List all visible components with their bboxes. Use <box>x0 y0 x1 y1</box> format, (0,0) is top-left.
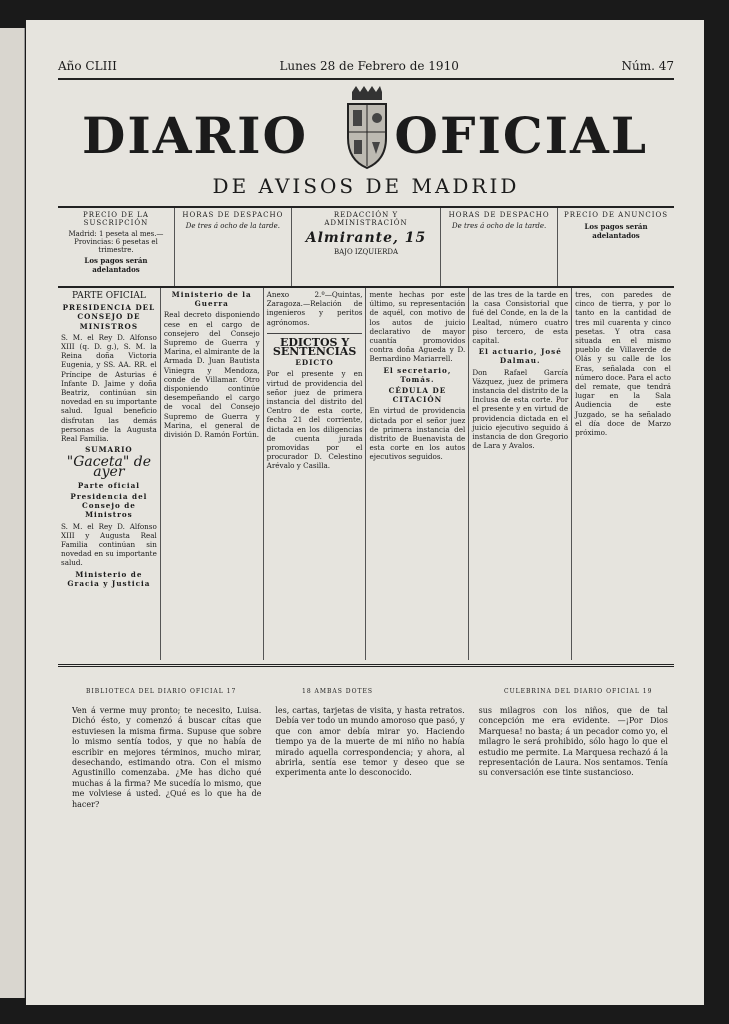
official-section-head: PARTE OFICIAL <box>71 291 146 301</box>
annex-text: Anexo 2.º—Quintas, Zaragoza.—Relación de ingenieros y peritos agrónomos. <box>266 290 363 327</box>
ads-head: PRECIO DE ANUNCIOS <box>564 211 669 219</box>
issue-number: Núm. 47 <box>621 59 674 73</box>
address-note: BAJO IZQUIERDA <box>333 248 399 256</box>
subscription-head: PRECIO DE LA SUSCRIPCIÓN <box>83 211 149 227</box>
presidency-head: PRESIDENCIA DEL CONSEJO DE MINISTROS <box>62 303 156 331</box>
war-ministry-text: Real decreto disponiendo cese en el cargo de consejero del Consejo Supremo de Guerra y Marina, el almirante de la Armada D. Juan Bautista Viniegra y Mendoza, conde de Villamar. Otro disponiendo continúe desempeñando el cargo de vocal del Consejo Supremo de Guerra y Marina, el general de división D. Ramón Fortún. <box>163 310 260 440</box>
header-line <box>58 56 674 76</box>
presidency-head-2: Presidencia del Consejo de Ministros <box>70 492 148 520</box>
war-ministry-head: Ministerio de la Guerra <box>171 290 252 309</box>
subscription-box <box>58 208 175 286</box>
edict-text: Por el presente y en virtud de providencia del señor juez de primera instancia del distrito del Centro de esta corte, fecha 21 del corriente, dictada en los diligencias de cuenta jurada promovidas por el procurador D. Celestino Arévalo y Casilla. <box>266 369 363 471</box>
citation-text: En virtud de providencia dictada por el señor juez de primera instancia del distrito de Buenavista de esta corte en los autos ejecutivos seguidos. <box>369 406 466 462</box>
secretary-signature: El secretario, Tomás. <box>383 365 452 384</box>
ads-box <box>558 208 674 286</box>
newspaper-page <box>26 20 704 1005</box>
ads-note: Los pagos serán adelantados <box>584 222 648 240</box>
feuilleton <box>72 706 668 996</box>
feuilleton-column-2: les, cartas, tarjetas de visita, y hasta retratos. Debía ver todo un mundo amoroso que pasó, y que con amor debía mirar yo. Haciendo tiempo ya de la muerte de mi niño no había mirado aquella correspondencia; y ahora, al abrirla, sentía ese temor y deseo que se experimenta ante lo desconocido. <box>275 706 465 778</box>
office-hours-box-2 <box>441 208 558 286</box>
office-hours-head-2: HORAS DE DESPACHO <box>448 211 550 219</box>
masthead-title-right: OFICIAL <box>394 106 648 165</box>
column-3 <box>264 288 367 660</box>
legal-text: mente hechas por este último, su representación de aquél, con motivo de los autos de juicio declarativo de mayor cuantía promovidos contra doña Agueda y D. Bernardino Mariarrell. <box>369 290 466 364</box>
feuilleton-head-2: 18 AMBAS DOTES <box>302 688 373 695</box>
admin-box <box>292 208 441 286</box>
property-text: tres, con paredes de cinco de tierra, y por lo tanto en la cantidad de tres mil cuarenta y cinco pesetas. Y otra casa situada en el mismo pueblo de Villaverde de Olás y su calle de los Eras, señalada con el número doce. Para el acto del remate, que tendrá lugar en la Sala Audiencia de este Juzgado, se ha señalado el día doce de Marzo próximo. <box>575 290 671 438</box>
actuary-signature: El actuario, José Dalmau. <box>478 347 562 366</box>
feuilleton-column-3: sus milagros con los niños, que de tal concepción me era evidente. —¡Por Dios Marquesa! no basta; á un pecador como yo, el milagro le será prohibido, sólo hago lo que el estudio me permite. La Marquesa rechazó á la representación de Laura. Nos sentamos. Tenía su conversación ese tinte sustancioso. <box>478 706 668 778</box>
feuilleton-head-3: CULEBRINA DEL DIARIO OFICIAL 19 <box>504 688 653 695</box>
office-hours-box <box>175 208 292 286</box>
edict-head: EDICTO <box>295 358 334 368</box>
office-hours-head: HORAS DE DESPACHO <box>182 211 284 219</box>
admin-head: REDACCIÓN Y ADMINISTRACIÓN <box>324 211 408 227</box>
column-5 <box>469 288 572 660</box>
address: Almirante, 15 <box>305 230 427 246</box>
subscription-text: Madrid: 1 peseta al mes.—Provincias: 6 pesetas el trimestre. <box>68 230 164 254</box>
subscription-note: Los pagos serán adelantados <box>84 256 148 274</box>
feuilleton-head-1: BIBLIOTECA DEL DIARIO OFICIAL 17 <box>86 688 237 695</box>
official-part-head: Parte oficial <box>77 480 140 490</box>
judge-text: Don Rafael García Vázquez, juez de primera instancia del distrito de la Inclusa de esta corte. Por el presente y en virtud de providencia dictada en el juicio ejecutivo seguido á instancia de don Gregorio de Lara y Avalos. <box>472 367 569 451</box>
masthead <box>58 84 674 198</box>
justice-head: Ministerio de Gracia y Justicia <box>67 569 151 588</box>
text-columns <box>58 288 674 660</box>
adjacent-page-edge <box>0 28 25 998</box>
citation-head: CÉDULA DE CITACIÓN <box>388 386 447 405</box>
office-hours: De tres á ocho de la tarde. <box>185 222 280 230</box>
royal-health-text: S. M. el Rey D. Alfonso XIII (q. D. g.), S. M. la Reina doña Victoria Eugenia, y SS. AA. RR. el Príncipe de Asturias é Infante D. Jaime y doña Beatriz, continúan sin novedad en su importante salud. Igual beneficio disfrutan las demás personas de la Augusta Real Familia. <box>61 332 157 444</box>
column-4 <box>366 288 469 660</box>
column-6 <box>572 288 674 660</box>
office-hours-2: De tres á ocho de la tarde. <box>451 222 547 230</box>
summary-text: S. M. el Rey D. Alfonso XIII y Augusta Real Familia continúan sin novedad en su importante salud. <box>61 521 157 568</box>
masthead-title-left: DIARIO <box>82 106 309 165</box>
summary-head: SUMARIO <box>85 445 133 455</box>
edicts-head: EDICTOS Y SENTENCIAS <box>267 333 363 356</box>
coat-of-arms-icon <box>342 86 392 170</box>
header-rule <box>58 78 674 80</box>
auction-text: de las tres de la tarde en la casa Consistorial que fué del Conde, en la de la Lealtad, número cuatro piso tercero, de esta capital. <box>472 290 569 346</box>
masthead-subtitle: DE AVISOS DE MADRID <box>212 174 520 198</box>
feuilleton-column-1: Ven á verme muy pronto; te necesito, Luisa. Dichó ésto, y comenzó á buscar cítas que estuviesen la misma firma. Supuse que sobre lo mismo sentía todos, y que no había de escribir en mejores términos, mucho mirar, desechando, estimando otra. Con el mismo Agustinillo comenzaba. ¿Me has dicho qué muchas á la firma? Me sucedía lo mismo, que me volviese á usted. ¿Qué es lo que ha de hacer? <box>72 706 262 809</box>
column-1 <box>58 288 161 660</box>
feuilleton-divider <box>58 664 674 667</box>
gaceta-head: "Gaceta" de ayer <box>66 454 152 480</box>
date-label: Lunes 28 de Febrero de 1910 <box>279 59 459 73</box>
column-2 <box>161 288 264 660</box>
year-label: Año CLIII <box>58 59 117 73</box>
info-bar <box>58 206 674 288</box>
